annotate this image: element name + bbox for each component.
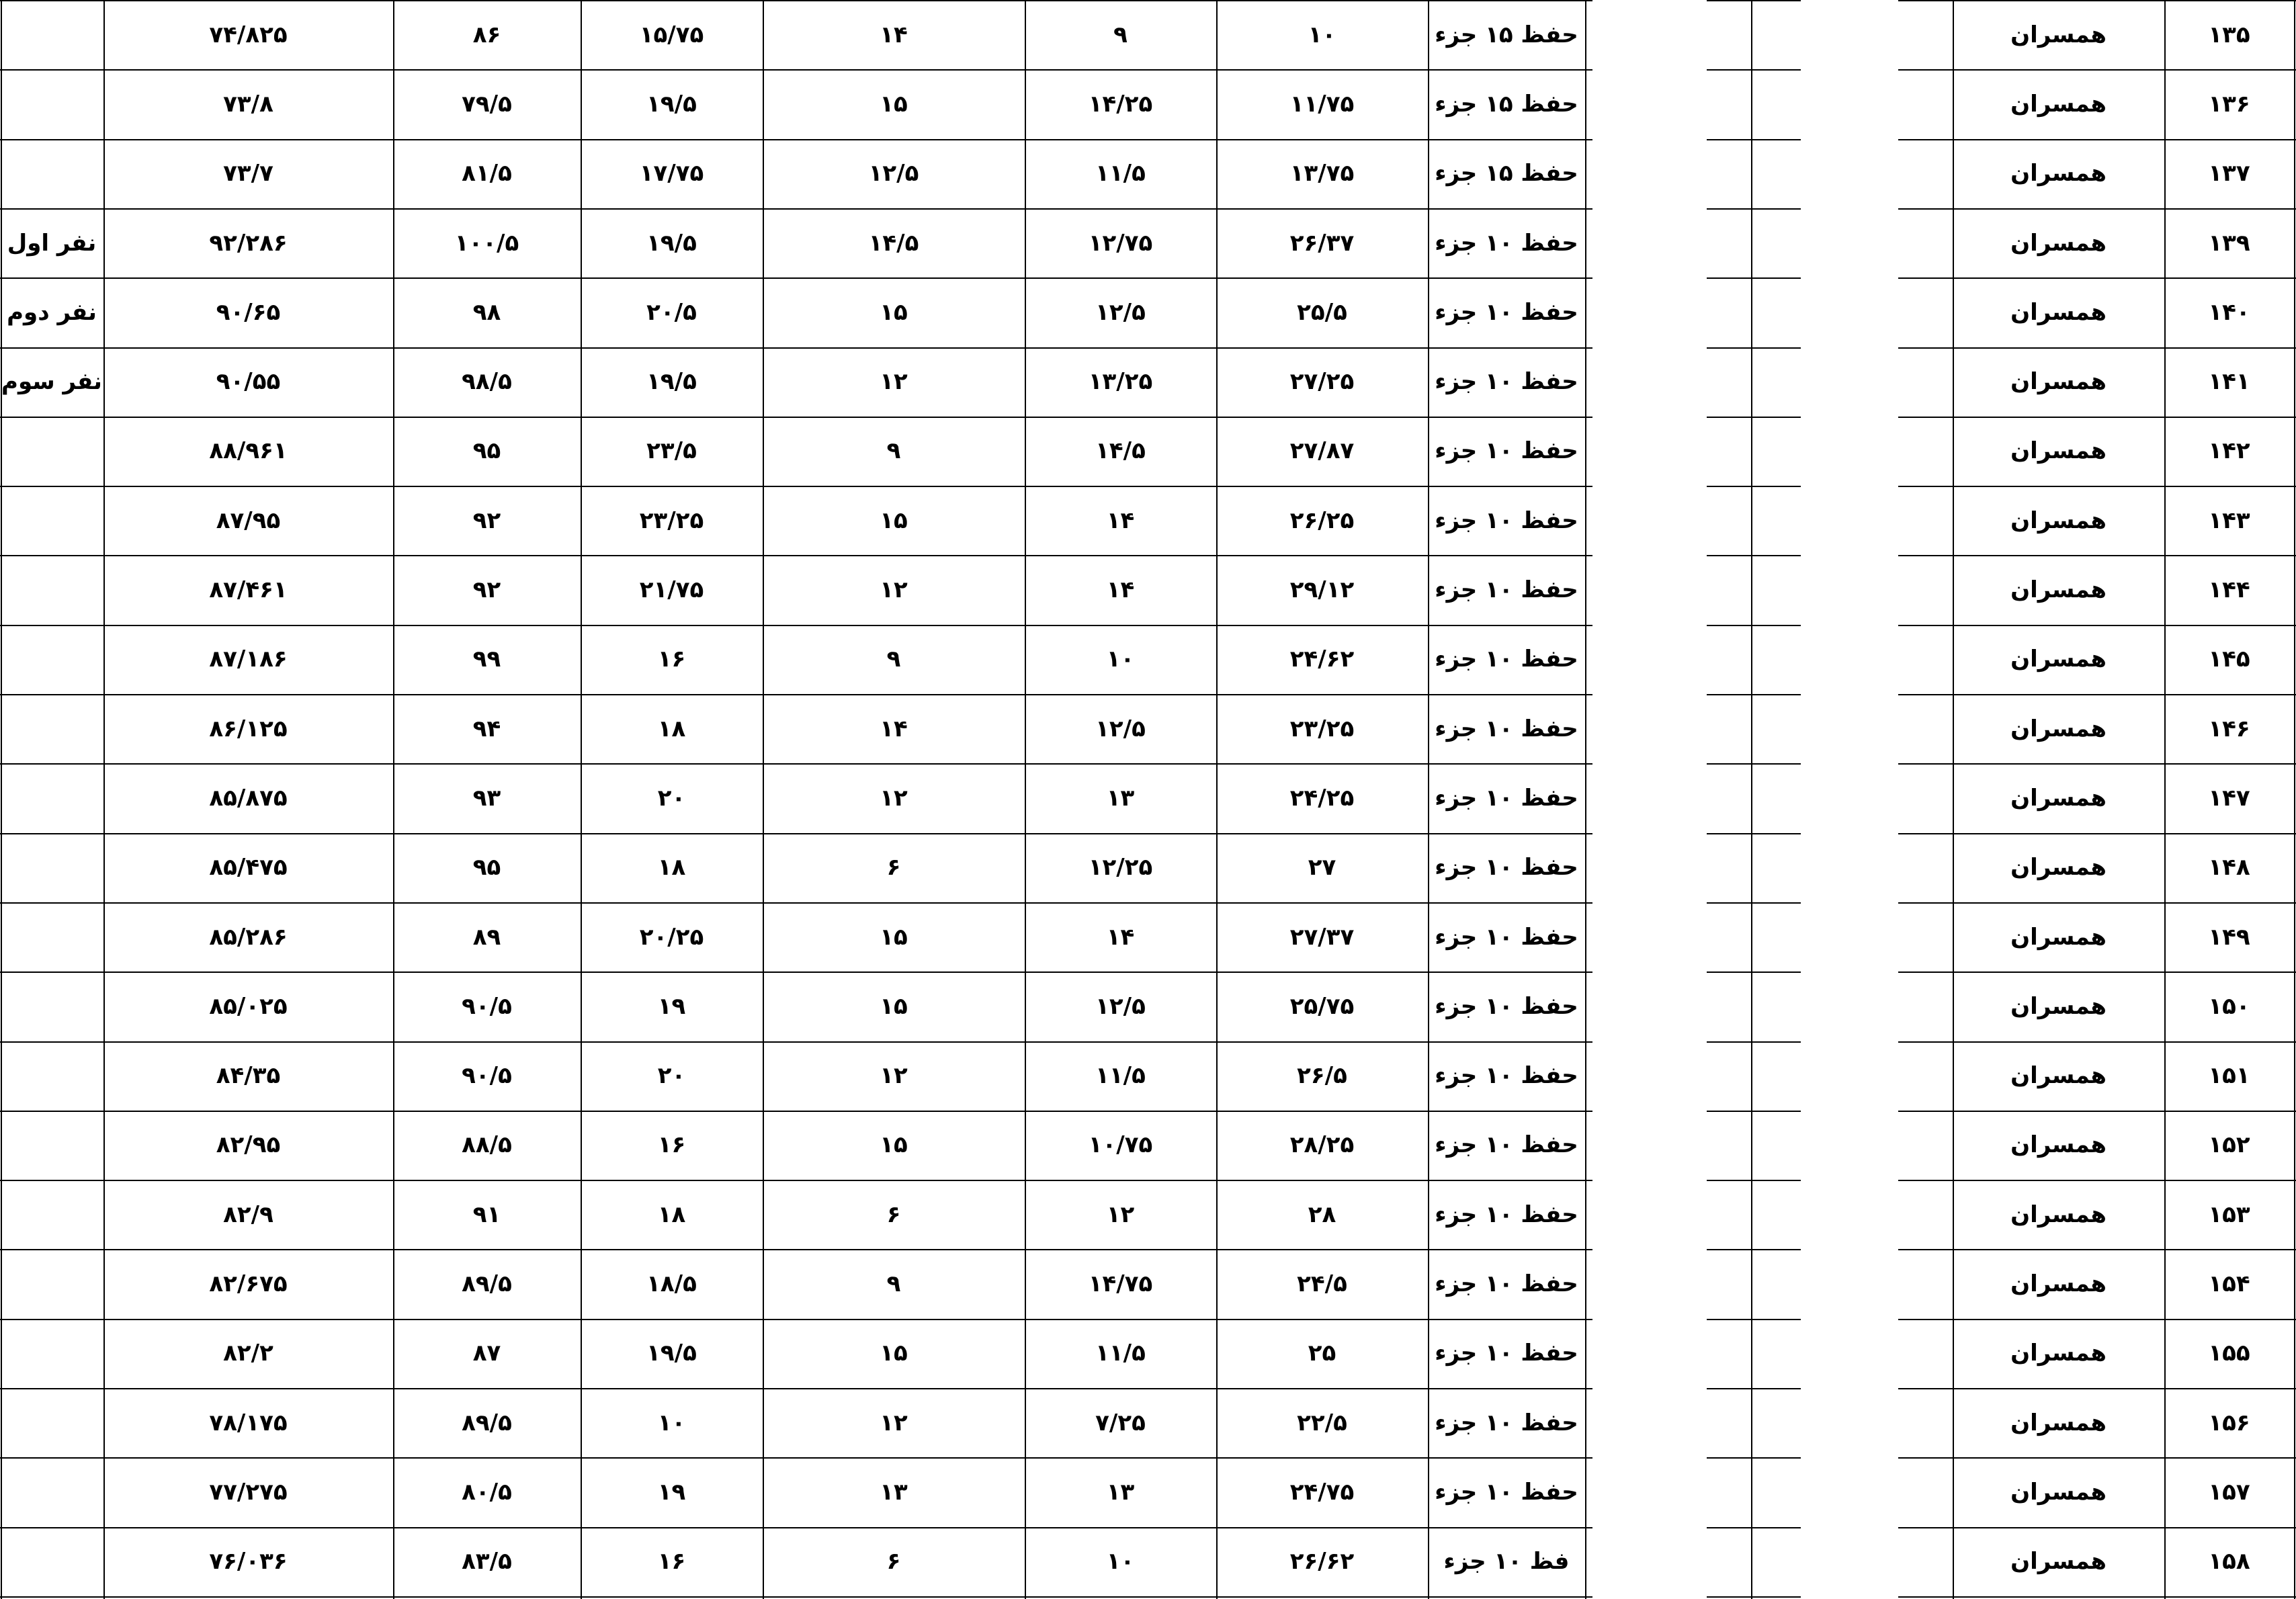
id-cell: ۱۳۷: [2208, 160, 2250, 187]
course-cell: حفظ ۱۵ جزء: [1435, 90, 1578, 118]
score4-cell: ۲۰: [657, 784, 686, 812]
total-cell: ۸۴/۳۵: [216, 1062, 281, 1090]
group-cell: همسران: [2010, 1201, 2107, 1228]
score1-cell: ۲۴/۵: [1297, 1270, 1347, 1298]
score4-cell: ۲۱/۷۵: [639, 576, 704, 604]
group-cell: همسران: [2010, 1062, 2107, 1090]
grid-hline: [1707, 347, 1801, 349]
score2-cell: ۱۲/۷۵: [1088, 229, 1153, 257]
score2-cell: ۱۱/۵: [1095, 1340, 1146, 1367]
total-cell: ۸۷/۹۵: [216, 507, 281, 534]
score1-cell: ۲۴/۲۵: [1289, 784, 1355, 812]
course-cell: حفظ ۱۰ جزء: [1435, 298, 1578, 326]
total-cell: ۸۲/۹۵: [216, 1131, 281, 1159]
id-cell: ۱۳۶: [2208, 90, 2250, 118]
group-cell: همسران: [2010, 160, 2107, 187]
id-cell: ۱۵۸: [2208, 1548, 2250, 1575]
score3-cell: ۱۴: [880, 21, 908, 48]
rank-cell: [0, 833, 103, 902]
rank-cell: نفر اول: [7, 229, 97, 257]
score4-cell: ۲۰/۲۵: [639, 923, 704, 951]
course-cell: حفظ ۱۰ جزء: [1435, 368, 1578, 396]
score2-cell: ۱۳/۲۵: [1088, 368, 1153, 396]
score3-cell: ۹: [886, 437, 901, 465]
score3-cell: ۱۵: [880, 507, 908, 534]
score1-cell: ۲۶/۶۲: [1289, 1548, 1355, 1575]
course-cell: حفظ ۱۰ جزء: [1435, 1201, 1578, 1228]
score1-cell: ۲۴/۶۲: [1289, 646, 1355, 673]
rank-cell: [0, 1457, 103, 1526]
score5-cell: ۹۱: [472, 1201, 501, 1228]
score3-cell: ۱۵: [880, 1131, 908, 1159]
course-cell: حفظ ۱۰ جزء: [1435, 576, 1578, 604]
score3-cell: ۱۵: [880, 923, 908, 951]
total-cell: ۹۰/۶۵: [216, 298, 281, 326]
rank-cell: [0, 971, 103, 1041]
score2-cell: ۱۲/۵: [1095, 992, 1146, 1020]
score5-cell: ۹۲: [472, 507, 501, 534]
score2-cell: ۱۴: [1106, 923, 1135, 951]
rank-cell: [0, 1249, 103, 1318]
score4-cell: ۱۹/۵: [646, 229, 697, 257]
score1-cell: ۲۷/۳۷: [1289, 923, 1355, 951]
grid-hline: [1898, 1596, 2296, 1598]
score5-cell: ۹۳: [472, 784, 501, 812]
rank-cell: [0, 1319, 103, 1388]
score3-cell: ۱۴/۵: [868, 229, 919, 257]
score2-cell: ۱۰/۷۵: [1088, 1131, 1153, 1159]
grid-hline: [0, 1596, 1592, 1598]
score3-cell: ۱۲: [880, 576, 908, 604]
rank-cell: [0, 694, 103, 763]
score4-cell: ۱۹/۵: [646, 90, 697, 118]
score3-cell: ۱۳: [880, 1478, 908, 1506]
id-cell: ۱۳۵: [2208, 21, 2250, 48]
group-cell: همسران: [2010, 1270, 2107, 1298]
score5-cell: ۱۰۰/۵: [454, 229, 519, 257]
total-cell: ۸۸/۹۶۱: [209, 437, 288, 465]
group-cell: همسران: [2010, 1548, 2107, 1575]
rank-cell: [0, 1111, 103, 1180]
grid-hline: [1707, 1111, 1801, 1112]
total-cell: ۸۵/۰۲۵: [209, 992, 288, 1020]
score5-cell: ۹۰/۵: [462, 1062, 512, 1090]
rank-cell: [0, 139, 103, 208]
grid-vline: [1585, 0, 1586, 1599]
score2-cell: ۱۲: [1106, 1201, 1135, 1228]
rank-cell: [0, 1180, 103, 1249]
score5-cell: ۸۸/۵: [462, 1131, 512, 1159]
grid-hline: [1707, 1527, 1801, 1528]
rank-cell: [0, 69, 103, 138]
course-cell: حفظ ۱۰ جزء: [1435, 715, 1578, 742]
score2-cell: ۱۰: [1106, 1548, 1135, 1575]
rank-cell: [0, 902, 103, 971]
course-cell: حفظ ۱۰ جزء: [1435, 229, 1578, 257]
id-cell: ۱۵۴: [2208, 1270, 2250, 1298]
course-cell: حفظ ۱۰ جزء: [1435, 992, 1578, 1020]
score1-cell: ۱۳/۷۵: [1289, 160, 1355, 187]
grid-hline: [1707, 763, 1801, 765]
course-cell: حفظ ۱۰ جزء: [1435, 1478, 1578, 1506]
group-cell: همسران: [2010, 1131, 2107, 1159]
rank-cell: [0, 763, 103, 832]
score4-cell: ۱۹: [657, 992, 686, 1020]
id-cell: ۱۴۶: [2208, 715, 2250, 742]
score4-cell: ۱۸: [657, 854, 686, 881]
id-cell: ۱۴۳: [2208, 507, 2250, 534]
course-cell: حفظ ۱۰ جزء: [1435, 1062, 1578, 1090]
total-cell: ۷۷/۲۷۵: [209, 1478, 288, 1506]
total-cell: ۷۳/۸: [223, 90, 273, 118]
rank-cell: [0, 0, 103, 69]
score3-cell: ۱۴: [880, 715, 908, 742]
score4-cell: ۲۰: [657, 1062, 686, 1090]
total-cell: ۷۸/۱۷۵: [209, 1409, 288, 1436]
grid-hline: [1707, 69, 1801, 71]
score4-cell: ۲۰/۵: [646, 298, 697, 326]
score1-cell: ۲۵/۷۵: [1289, 992, 1355, 1020]
group-cell: همسران: [2010, 21, 2107, 48]
score3-cell: ۱۲/۵: [868, 160, 919, 187]
rank-cell: [0, 1527, 103, 1596]
total-cell: ۸۷/۱۸۶: [209, 646, 288, 673]
grid-hline: [1707, 277, 1801, 279]
group-cell: همسران: [2010, 854, 2107, 881]
score3-cell: ۱۲: [880, 784, 908, 812]
course-cell: حفظ ۱۰ جزء: [1435, 646, 1578, 673]
score1-cell: ۲۶/۳۷: [1289, 229, 1355, 257]
total-cell: ۸۲/۶۷۵: [209, 1270, 288, 1298]
score3-cell: ۶: [886, 1548, 901, 1575]
grid-hline: [1707, 694, 1801, 695]
id-cell: ۱۵۱: [2208, 1062, 2250, 1090]
group-cell: همسران: [2010, 784, 2107, 812]
score5-cell: ۹۸/۵: [462, 368, 512, 396]
group-cell: همسران: [2010, 715, 2107, 742]
score2-cell: ۹: [1113, 21, 1128, 48]
score5-cell: ۸۱/۵: [462, 160, 512, 187]
score4-cell: ۱۹/۵: [646, 1340, 697, 1367]
score5-cell: ۸۳/۵: [462, 1548, 512, 1575]
score4-cell: ۲۳/۵: [646, 437, 697, 465]
group-cell: همسران: [2010, 298, 2107, 326]
course-cell: حفظ ۱۰ جزء: [1435, 1409, 1578, 1436]
score5-cell: ۹۲: [472, 576, 501, 604]
score3-cell: ۱۵: [880, 298, 908, 326]
score1-cell: ۱۱/۷۵: [1289, 90, 1355, 118]
total-cell: ۹۲/۲۸۶: [209, 229, 288, 257]
course-cell: حفظ ۱۰ جزء: [1435, 1131, 1578, 1159]
id-cell: ۱۴۵: [2208, 646, 2250, 673]
score1-cell: ۲۵/۵: [1297, 298, 1347, 326]
grid-hline: [1707, 1319, 1801, 1320]
grid-hline: [1707, 1596, 1801, 1598]
score4-cell: ۱۹/۵: [646, 368, 697, 396]
group-cell: همسران: [2010, 507, 2107, 534]
score4-cell: ۱۷/۷۵: [639, 160, 704, 187]
score3-cell: ۱۲: [880, 1409, 908, 1436]
score4-cell: ۱۶: [657, 1131, 686, 1159]
id-cell: ۱۴۴: [2208, 576, 2250, 604]
score5-cell: ۸۹/۵: [462, 1409, 512, 1436]
grid-hline: [1707, 625, 1801, 626]
score5-cell: ۸۰/۵: [462, 1478, 512, 1506]
grid-hline: [1707, 555, 1801, 556]
score5-cell: ۸۹/۵: [462, 1270, 512, 1298]
score4-cell: ۱۹: [657, 1478, 686, 1506]
group-cell: همسران: [2010, 90, 2107, 118]
score3-cell: ۶: [886, 854, 901, 881]
total-cell: ۸۵/۸۷۵: [209, 784, 288, 812]
id-cell: ۱۴۲: [2208, 437, 2250, 465]
group-cell: همسران: [2010, 1478, 2107, 1506]
total-cell: ۷۴/۸۲۵: [209, 21, 288, 48]
score2-cell: ۱۰: [1106, 646, 1135, 673]
total-cell: ۹۰/۵۵: [216, 368, 281, 396]
score4-cell: ۱۸: [657, 715, 686, 742]
rank-cell: [0, 417, 103, 486]
course-cell: حفظ ۱۰ جزء: [1435, 854, 1578, 881]
id-cell: ۱۴۷: [2208, 784, 2250, 812]
score3-cell: ۹: [886, 1270, 901, 1298]
course-cell: فظ ۱۰ جزء: [1443, 1548, 1570, 1575]
grid-vline: [2294, 0, 2295, 1599]
total-cell: ۸۵/۴۷۵: [209, 854, 288, 881]
grid-hline: [1707, 139, 1801, 140]
score2-cell: ۱۱/۵: [1095, 1062, 1146, 1090]
group-cell: همسران: [2010, 368, 2107, 396]
score2-cell: ۷/۲۵: [1095, 1409, 1146, 1436]
grid-vline: [1751, 0, 1752, 1599]
score3-cell: ۱۲: [880, 1062, 908, 1090]
score2-cell: ۱۴: [1106, 576, 1135, 604]
score2-cell: ۱۴/۲۵: [1088, 90, 1153, 118]
score5-cell: ۹۰/۵: [462, 992, 512, 1020]
score1-cell: ۲۷/۸۷: [1289, 437, 1355, 465]
id-cell: ۱۵۰: [2208, 992, 2250, 1020]
group-cell: همسران: [2010, 992, 2107, 1020]
grid-hline: [1707, 902, 1801, 904]
score4-cell: ۱۶: [657, 646, 686, 673]
score1-cell: ۲۸/۲۵: [1289, 1131, 1355, 1159]
id-cell: ۱۵۳: [2208, 1201, 2250, 1228]
grid-hline: [1707, 417, 1801, 418]
id-cell: ۱۴۰: [2208, 298, 2250, 326]
score5-cell: ۹۸: [472, 298, 501, 326]
total-cell: ۸۲/۲: [223, 1340, 273, 1367]
score3-cell: ۱۵: [880, 90, 908, 118]
score3-cell: ۶: [886, 1201, 901, 1228]
grid-hline: [1707, 833, 1801, 834]
score2-cell: ۱۳: [1106, 1478, 1135, 1506]
score5-cell: ۹۹: [472, 646, 501, 673]
score1-cell: ۲۶/۵: [1297, 1062, 1347, 1090]
grid-hline: [1707, 0, 1801, 1]
rank-cell: [0, 1388, 103, 1457]
grid-hline: [1707, 1180, 1801, 1181]
total-cell: ۷۳/۷: [223, 160, 273, 187]
grid-hline: [1707, 1457, 1801, 1459]
id-cell: ۱۵۵: [2208, 1340, 2250, 1367]
score4-cell: ۲۳/۲۵: [639, 507, 704, 534]
course-cell: حفظ ۱۰ جزء: [1435, 1340, 1578, 1367]
id-cell: ۱۴۸: [2208, 854, 2250, 881]
grid-hline: [1707, 1249, 1801, 1250]
id-cell: ۱۴۱: [2208, 368, 2250, 396]
score5-cell: ۷۹/۵: [462, 90, 512, 118]
total-cell: ۸۶/۱۲۵: [209, 715, 288, 742]
score1-cell: ۲۴/۷۵: [1289, 1478, 1355, 1506]
score1-cell: ۲۲/۵: [1297, 1409, 1347, 1436]
score2-cell: ۱۲/۲۵: [1088, 854, 1153, 881]
course-cell: حفظ ۱۰ جزء: [1435, 507, 1578, 534]
total-cell: ۷۶/۰۳۶: [209, 1548, 288, 1575]
grid-hline: [1707, 971, 1801, 973]
score5-cell: ۹۵: [472, 437, 501, 465]
score1-cell: ۲۳/۲۵: [1289, 715, 1355, 742]
score4-cell: ۱۶: [657, 1548, 686, 1575]
course-cell: حفظ ۱۰ جزء: [1435, 1270, 1578, 1298]
score1-cell: ۲۷/۲۵: [1289, 368, 1355, 396]
score5-cell: ۹۵: [472, 854, 501, 881]
score3-cell: ۱۲: [880, 368, 908, 396]
group-cell: همسران: [2010, 229, 2107, 257]
score2-cell: ۱۱/۵: [1095, 160, 1146, 187]
group-cell: همسران: [2010, 1340, 2107, 1367]
rank-cell: [0, 1041, 103, 1111]
score4-cell: ۱۸/۵: [646, 1270, 697, 1298]
course-cell: حفظ ۱۰ جزء: [1435, 923, 1578, 951]
id-cell: ۱۵۷: [2208, 1478, 2250, 1506]
score5-cell: ۸۷: [472, 1340, 501, 1367]
score1-cell: ۲۹/۱۲: [1289, 576, 1355, 604]
id-cell: ۱۳۹: [2208, 229, 2250, 257]
course-cell: حفظ ۱۰ جزء: [1435, 437, 1578, 465]
score5-cell: ۸۹: [472, 923, 501, 951]
score1-cell: ۲۶/۲۵: [1289, 507, 1355, 534]
score1-cell: ۲۸: [1308, 1201, 1336, 1228]
grid-hline: [1707, 208, 1801, 210]
score2-cell: ۱۴: [1106, 507, 1135, 534]
score5-cell: ۸۶: [472, 21, 501, 48]
score4-cell: ۱۰: [657, 1409, 686, 1436]
id-cell: ۱۵۲: [2208, 1131, 2250, 1159]
rank-cell: [0, 625, 103, 694]
score1-cell: ۱۰: [1308, 21, 1336, 48]
group-cell: همسران: [2010, 576, 2107, 604]
id-cell: ۱۵۶: [2208, 1409, 2250, 1436]
total-cell: ۸۵/۲۸۶: [209, 923, 288, 951]
rank-cell: نفر دوم: [7, 298, 97, 326]
grid-hline: [1707, 1041, 1801, 1043]
score3-cell: ۹: [886, 646, 901, 673]
score3-cell: ۱۵: [880, 1340, 908, 1367]
score4-cell: ۱۸: [657, 1201, 686, 1228]
group-cell: همسران: [2010, 923, 2107, 951]
score2-cell: ۱۲/۵: [1095, 715, 1146, 742]
id-cell: ۱۴۹: [2208, 923, 2250, 951]
group-cell: همسران: [2010, 437, 2107, 465]
rank-cell: [0, 555, 103, 624]
total-cell: ۸۲/۹: [223, 1201, 273, 1228]
course-cell: حفظ ۱۰ جزء: [1435, 784, 1578, 812]
group-cell: همسران: [2010, 646, 2107, 673]
score2-cell: ۱۴/۵: [1095, 437, 1146, 465]
score2-cell: ۱۲/۵: [1095, 298, 1146, 326]
score3-cell: ۱۵: [880, 992, 908, 1020]
rank-cell: نفر سوم: [1, 368, 102, 396]
course-cell: حفظ ۱۵ جزء: [1435, 160, 1578, 187]
grid-hline: [1707, 1388, 1801, 1389]
total-cell: ۸۷/۴۶۱: [209, 576, 288, 604]
rank-cell: [0, 486, 103, 555]
grid-hline: [1707, 486, 1801, 487]
score1-cell: ۲۷: [1308, 854, 1336, 881]
score5-cell: ۹۴: [472, 715, 501, 742]
group-cell: همسران: [2010, 1409, 2107, 1436]
score2-cell: ۱۳: [1106, 784, 1135, 812]
score1-cell: ۲۵: [1308, 1340, 1336, 1367]
course-cell: حفظ ۱۵ جزء: [1435, 21, 1578, 48]
score4-cell: ۱۵/۷۵: [639, 21, 704, 48]
score2-cell: ۱۴/۷۵: [1088, 1270, 1153, 1298]
